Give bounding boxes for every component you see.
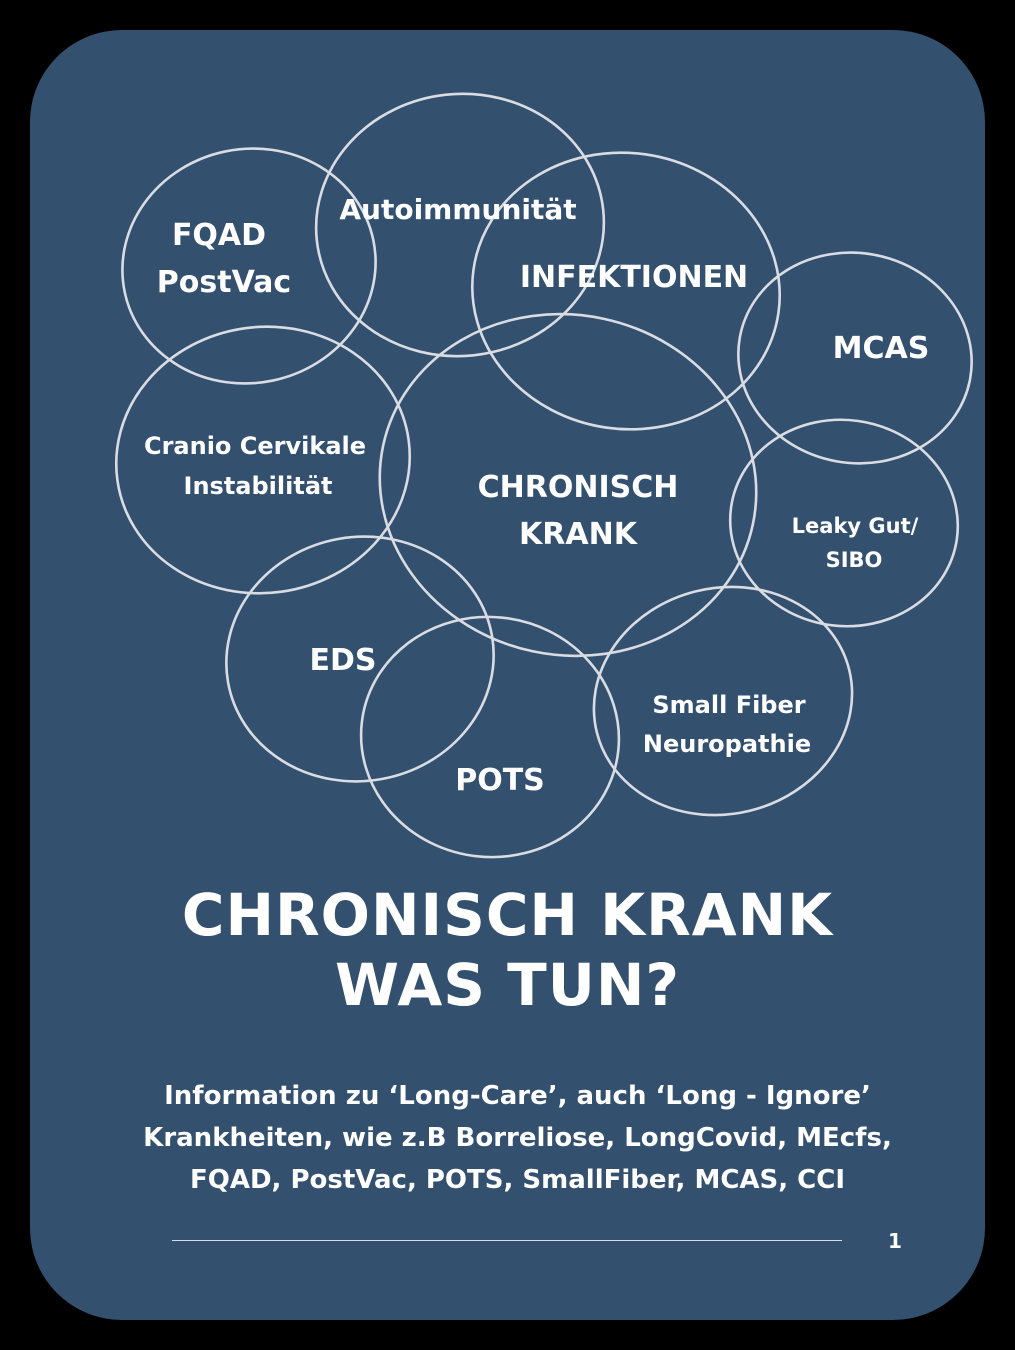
page-number: 1 — [888, 1229, 902, 1253]
page-title — [0, 880, 1015, 1020]
page-title-line-1: CHRONISCH KRANK — [181, 881, 834, 949]
bubble-mcas-label: MCAS — [832, 331, 930, 366]
bubble-autoimmun-label: Autoimmunität — [339, 193, 577, 226]
bubble-eds-label: EDS — [309, 643, 377, 678]
bubble-cci-label-1: Cranio Cervikale — [143, 432, 367, 460]
page-subtitle-line-3: FQAD, PostVac, POTS, SmallFiber, MCAS, CCI — [189, 1165, 846, 1195]
bubble-center-label-1: CHRONISCH — [477, 470, 679, 505]
bubble-leaky-label-1: Leaky Gut/ — [791, 514, 919, 538]
bubble-cci-label-2: Instabilität — [183, 472, 333, 500]
bubble-infektionen-label: INFEKTIONEN — [519, 260, 749, 295]
bubble-fqad-label-1: FQAD — [171, 218, 267, 253]
footer-divider — [172, 1240, 842, 1241]
page-title-line-2: WAS TUN? — [334, 951, 681, 1019]
bubble-center-label-2: KRANK — [519, 517, 637, 552]
page-subtitle-line-2: Krankheiten, wie z.B Borreliose, LongCovid, MEcfs, — [143, 1123, 892, 1153]
bubble-fqad-label-2: PostVac — [156, 265, 292, 300]
bubble-leaky-label-2: SIBO — [825, 548, 883, 572]
page-subtitle — [0, 1075, 1015, 1201]
bubble-sfn-label-2: Neuropathie — [642, 730, 812, 758]
bubble-sfn-label-1: Small Fiber — [652, 691, 806, 719]
page-subtitle-line-1: Information zu ‘Long-Care’, auch ‘Long - Ignore’ — [164, 1081, 871, 1111]
bubble-pots-label: POTS — [455, 763, 545, 798]
